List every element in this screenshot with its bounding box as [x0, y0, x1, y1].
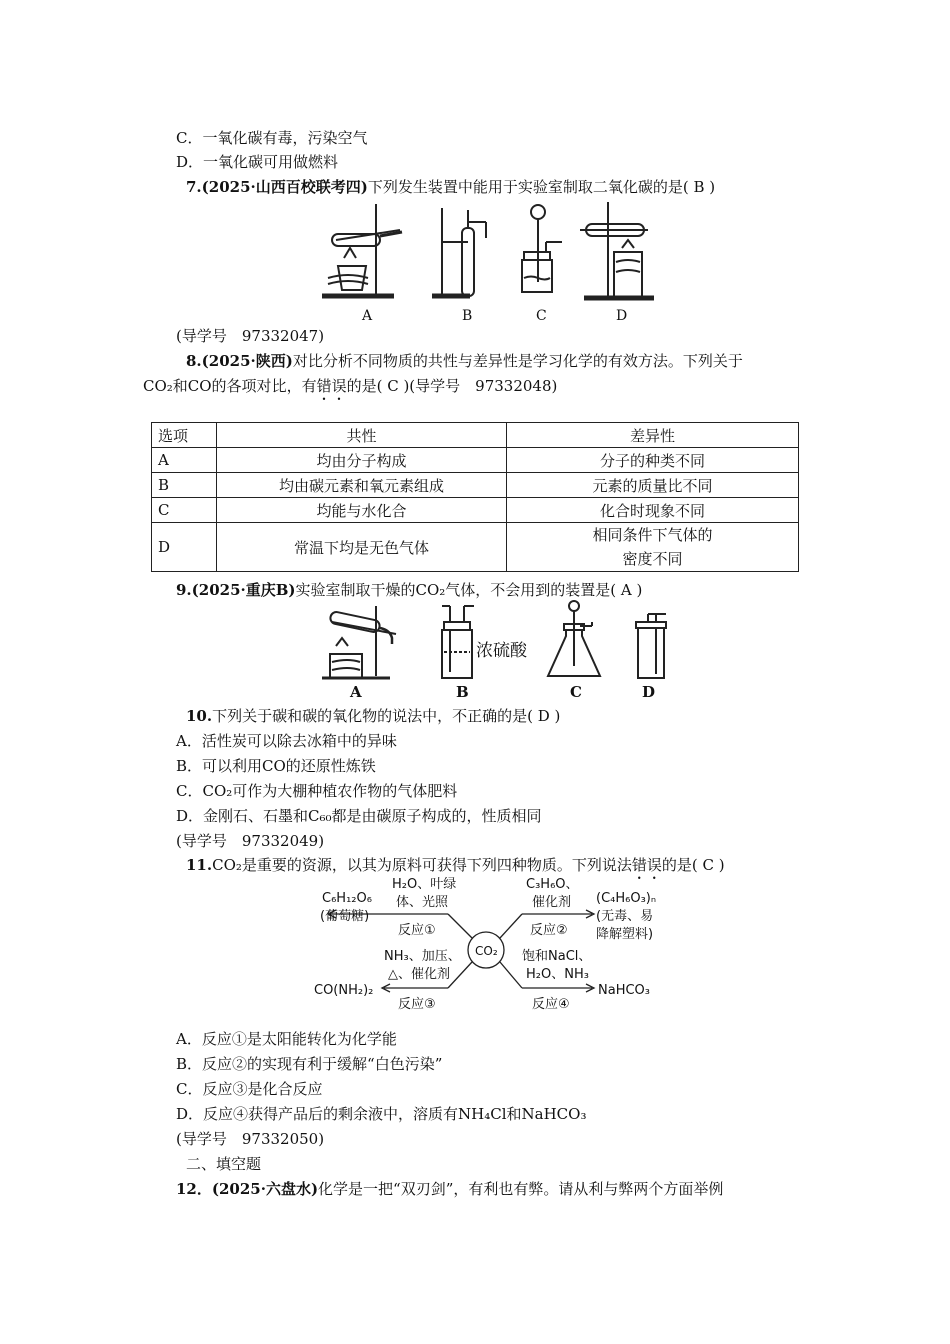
q7-apparatus-d [580, 202, 654, 298]
q9-apparatus-b [442, 606, 474, 678]
q11-number: 11. [186, 856, 213, 874]
q12-source: (2025·六盘水) [211, 1180, 319, 1198]
svg-text:CO(NH₂)₂: CO(NH₂)₂ [314, 983, 374, 998]
q10-stem [186, 706, 560, 726]
q8-number: 8. [186, 352, 202, 370]
q7-number: 7. [186, 178, 202, 196]
q9-label-d: D [642, 683, 656, 701]
svg-text:H₂O、叶绿: H₂O、叶绿 [392, 877, 457, 892]
q8-stem-line2: CO₂和CO的各项对比，有错误的是( C )(导学号 97332048) [143, 377, 558, 395]
q8-comparison-table [151, 422, 799, 572]
q11-guide-number: (导学号 97332050) [176, 1130, 325, 1148]
svg-text:(无毒、易: (无毒、易 [596, 909, 654, 924]
q10-guide-number: (导学号 97332049) [176, 832, 325, 850]
svg-text:反应②: 反应② [530, 923, 568, 938]
q10-option-b: B．可以利用CO的还原性炼铁 [176, 757, 376, 775]
q6-option-c: C．一氧化碳有毒，污染空气 [176, 129, 368, 147]
svg-text:C₆H₁₂O₆: C₆H₁₂O₆ [322, 891, 372, 906]
table-row: D 常温下均是无色气体 相同条件下气体的 密度不同 [152, 523, 799, 572]
q11-option-d: D．反应④获得产品后的剩余液中，溶质有NH₄Cl和NaHCO₃ [176, 1105, 587, 1123]
svg-text:降解塑料): 降解塑料) [596, 927, 654, 942]
q7-label-c: C [536, 308, 547, 324]
q10-option-d: D．金刚石、石墨和C₆₀都是由碳原子构成的，性质相同 [176, 807, 542, 825]
q9-bottle-label: 浓硫酸 [476, 641, 527, 661]
q7-label-d: D [616, 308, 628, 324]
q11-option-b: B．反应②的实现有利于缓解“白色污染” [176, 1055, 443, 1073]
svg-text:饱和NaCl、: 饱和NaCl、 [522, 949, 592, 964]
q10-option-c: C．CO₂可作为大棚种植农作物的气体肥料 [176, 782, 458, 800]
q9-label-c: C [570, 683, 582, 701]
q7-stem [186, 177, 715, 197]
table-header: 选项 [152, 423, 217, 448]
diagram-center: CO₂ [475, 944, 498, 958]
q8-stem [186, 351, 743, 371]
section-fill-in: 二、填空题 [186, 1155, 262, 1173]
table-row: C 均能与水化合 化合时现象不同 [152, 498, 799, 523]
q7-label-a: A [362, 308, 373, 324]
q9-apparatus-a [322, 606, 396, 678]
svg-text:(葡萄糖): (葡萄糖) [320, 909, 370, 924]
q11-option-a: A．反应①是太阳能转化为化学能 [176, 1030, 397, 1048]
svg-text:C₃H₆O、: C₃H₆O、 [526, 877, 579, 892]
q7-source: (2025·山西百校联考四) [201, 178, 368, 196]
table-header: 差异性 [507, 423, 799, 448]
q8-emphasis: 错误 [316, 377, 347, 395]
q9-apparatus-c [548, 601, 600, 676]
q11-option-c: C．反应③是化合反应 [176, 1080, 323, 1098]
q9-label-a: A [350, 683, 362, 701]
q10-option-a: A．活性炭可以除去冰箱中的异味 [176, 732, 397, 750]
q9-apparatus-d [636, 614, 666, 678]
q7-text: 下列发生装置中能用于实验室制取二氧化碳的是( B ) [367, 178, 716, 196]
svg-text:反应④: 反应④ [532, 997, 570, 1012]
q9-number: 9. [176, 581, 192, 599]
q9-text: 实验室制取干燥的CO₂气体，不会用到的装置是( A ) [295, 581, 643, 599]
table-row: B 均由碳元素和氧元素组成 元素的质量比不同 [152, 473, 799, 498]
svg-text:反应③: 反应③ [398, 997, 436, 1012]
svg-text:反应①: 反应① [398, 923, 436, 938]
q8-text: 对比分析不同物质的共性与差异性是学习化学的有效方法。下列关于 [292, 352, 743, 370]
q12-number: 12． [176, 1180, 212, 1198]
svg-text:NH₃、加压、: NH₃、加压、 [384, 949, 461, 964]
q7-apparatus-b [432, 208, 486, 296]
q7-label-b: B [462, 308, 473, 324]
q7-guide-number: (导学号 97332047) [176, 327, 325, 345]
svg-text:催化剂: 催化剂 [532, 895, 572, 910]
svg-text:NaHCO₃: NaHCO₃ [598, 983, 650, 998]
q10-number: 10. [186, 707, 213, 725]
q7-apparatus-a [322, 204, 402, 296]
q6-option-d: D．一氧化碳可用做燃料 [176, 153, 339, 171]
q7-apparatus-figure [318, 198, 658, 302]
table-header-row [152, 423, 799, 448]
q12-text: 化学是一把“双刃剑”，有利也有弊。请从利与弊两个方面举例 [318, 1180, 724, 1198]
q11-emphasis: 错误 [631, 856, 662, 874]
q10-text: 下列关于碳和碳的氧化物的说法中，不正确的是( D ) [212, 707, 561, 725]
svg-text:体、光照: 体、光照 [396, 895, 449, 910]
svg-text:H₂O、NH₃: H₂O、NH₃ [526, 967, 589, 982]
q12-stem [176, 1179, 723, 1199]
q7-apparatus-c [522, 205, 562, 292]
q9-stem [176, 580, 642, 600]
q9-source: (2025·重庆B) [191, 581, 296, 599]
q8-source: (2025·陕西) [201, 352, 293, 370]
table-row: A 均由分子构成 分子的种类不同 [152, 448, 799, 473]
table-header: 共性 [217, 423, 507, 448]
q11-stem: 11.CO₂是重要的资源，以其为原料可获得下列四种物质。下列说法错误的是( C ) [186, 856, 725, 874]
svg-text:(C₄H₆O₃)ₙ: (C₄H₆O₃)ₙ [596, 891, 657, 906]
q9-label-b: B [456, 683, 469, 701]
q11-reaction-diagram [300, 872, 680, 1022]
svg-text:△、催化剂: △、催化剂 [388, 967, 450, 982]
